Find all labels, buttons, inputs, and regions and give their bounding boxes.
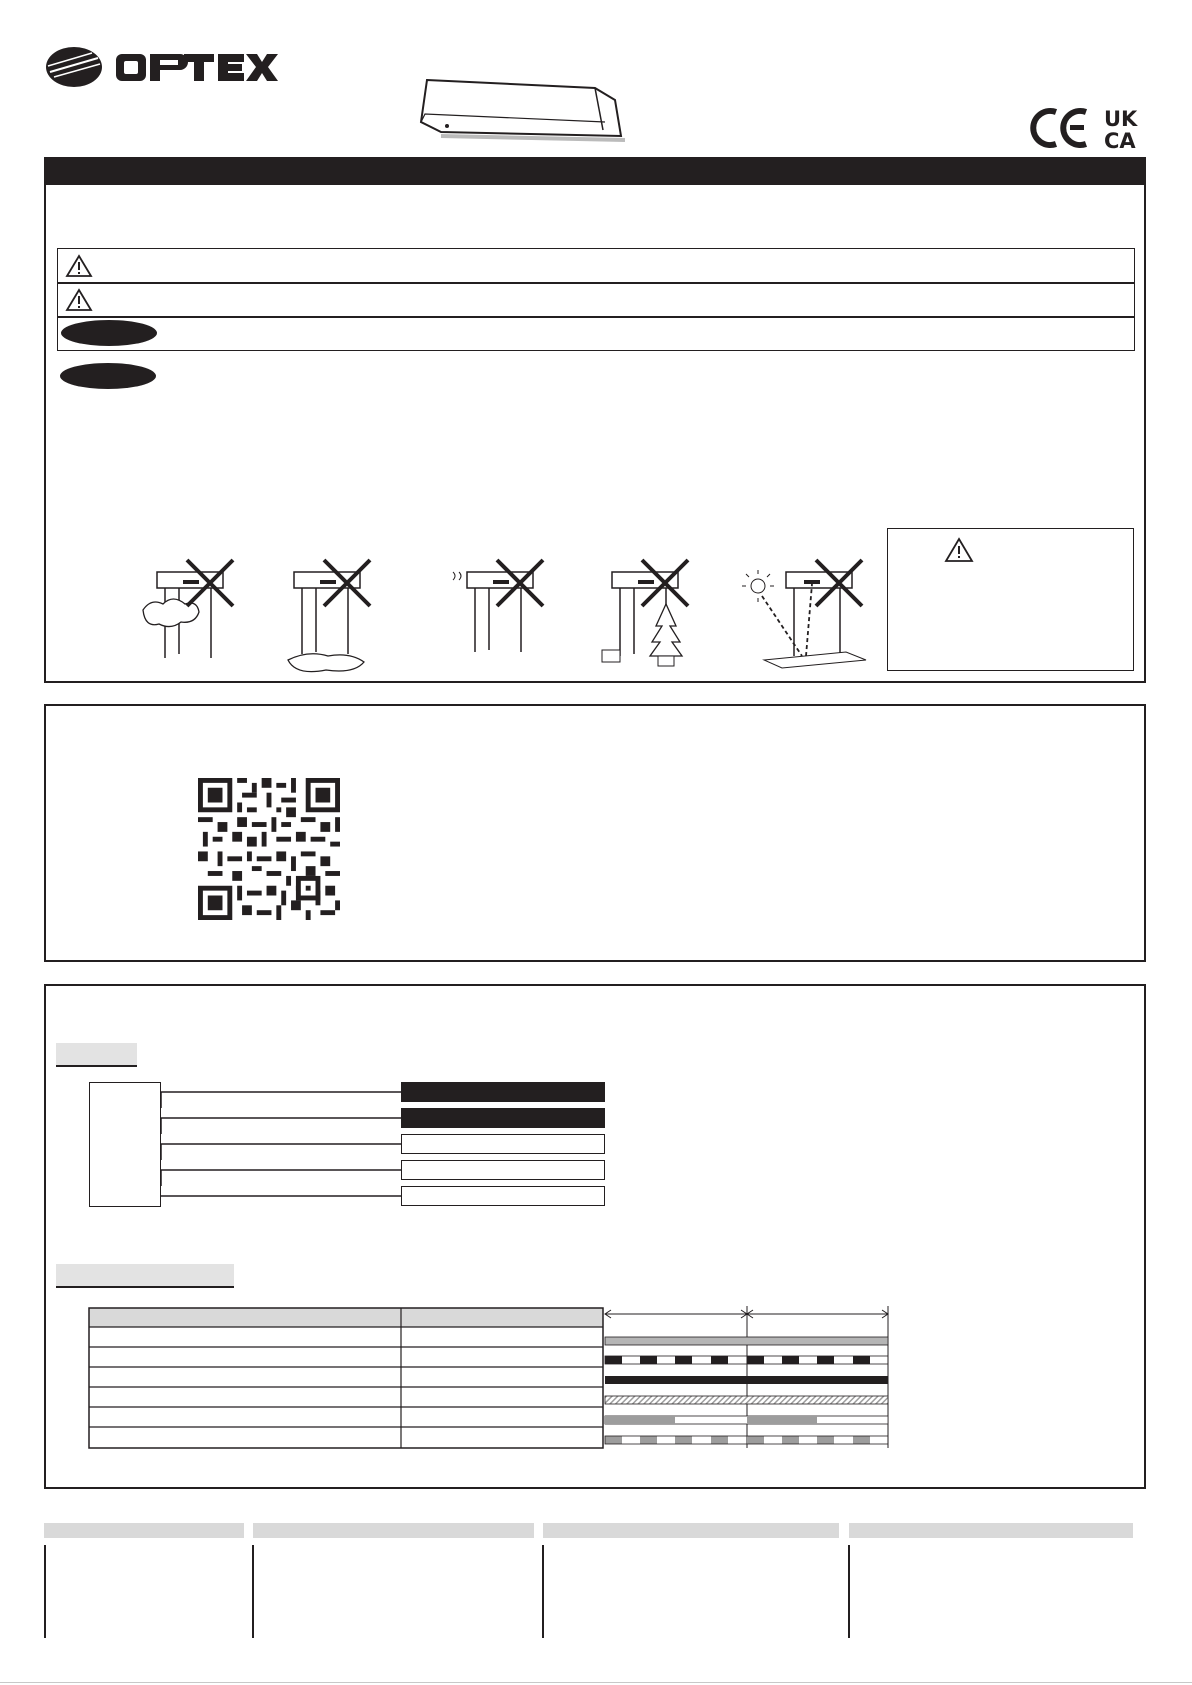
sensor-terminal-block [89, 1082, 161, 1207]
note-badge-icon [60, 318, 160, 348]
moving-objects-prohibited-icon [598, 560, 708, 675]
svg-text:CA: CA [1104, 129, 1136, 153]
ukca-mark [1102, 106, 1146, 153]
wire-1 [401, 1082, 605, 1102]
caution-triangle-icon [66, 288, 92, 312]
wire-3 [401, 1134, 605, 1154]
caution-box [887, 528, 1134, 671]
footer-bottom-rule [0, 1682, 1192, 1683]
note-row [57, 316, 1135, 351]
title-bar [44, 157, 1146, 185]
footer-rule-1 [44, 1545, 46, 1638]
table-label [56, 1264, 234, 1288]
ce-mark [1030, 106, 1092, 150]
water-prohibited-icon [280, 560, 390, 675]
wire-5 [401, 1186, 605, 1206]
vibration-prohibited-icon [445, 560, 555, 670]
caution-row [57, 282, 1135, 318]
sunlight-prohibited-icon [742, 560, 872, 670]
warning-triangle-icon [945, 537, 973, 563]
footer-header-1 [44, 1523, 244, 1538]
product-illustration [415, 74, 635, 154]
footer-rule-2 [252, 1545, 254, 1638]
qr-code-icon[interactable] [198, 778, 340, 920]
optex-logo [44, 44, 274, 90]
timing-chart [605, 1306, 895, 1451]
warning-row [57, 248, 1135, 284]
steam-prohibited-icon [135, 560, 245, 670]
footer-rule-4 [848, 1545, 850, 1638]
wire-4 [401, 1160, 605, 1180]
note-badge-icon-2 [59, 361, 159, 391]
footer-rule-3 [542, 1545, 544, 1638]
indicator-table-grid [89, 1308, 609, 1448]
wire-lines [161, 1082, 421, 1212]
footer-header-2 [253, 1523, 534, 1538]
svg-text:UK: UK [1104, 107, 1138, 131]
footer-header-4 [849, 1523, 1133, 1538]
warning-triangle-icon [66, 254, 92, 278]
wire-2 [401, 1108, 605, 1128]
footer-header-3 [543, 1523, 839, 1538]
wiring-label [56, 1043, 137, 1067]
